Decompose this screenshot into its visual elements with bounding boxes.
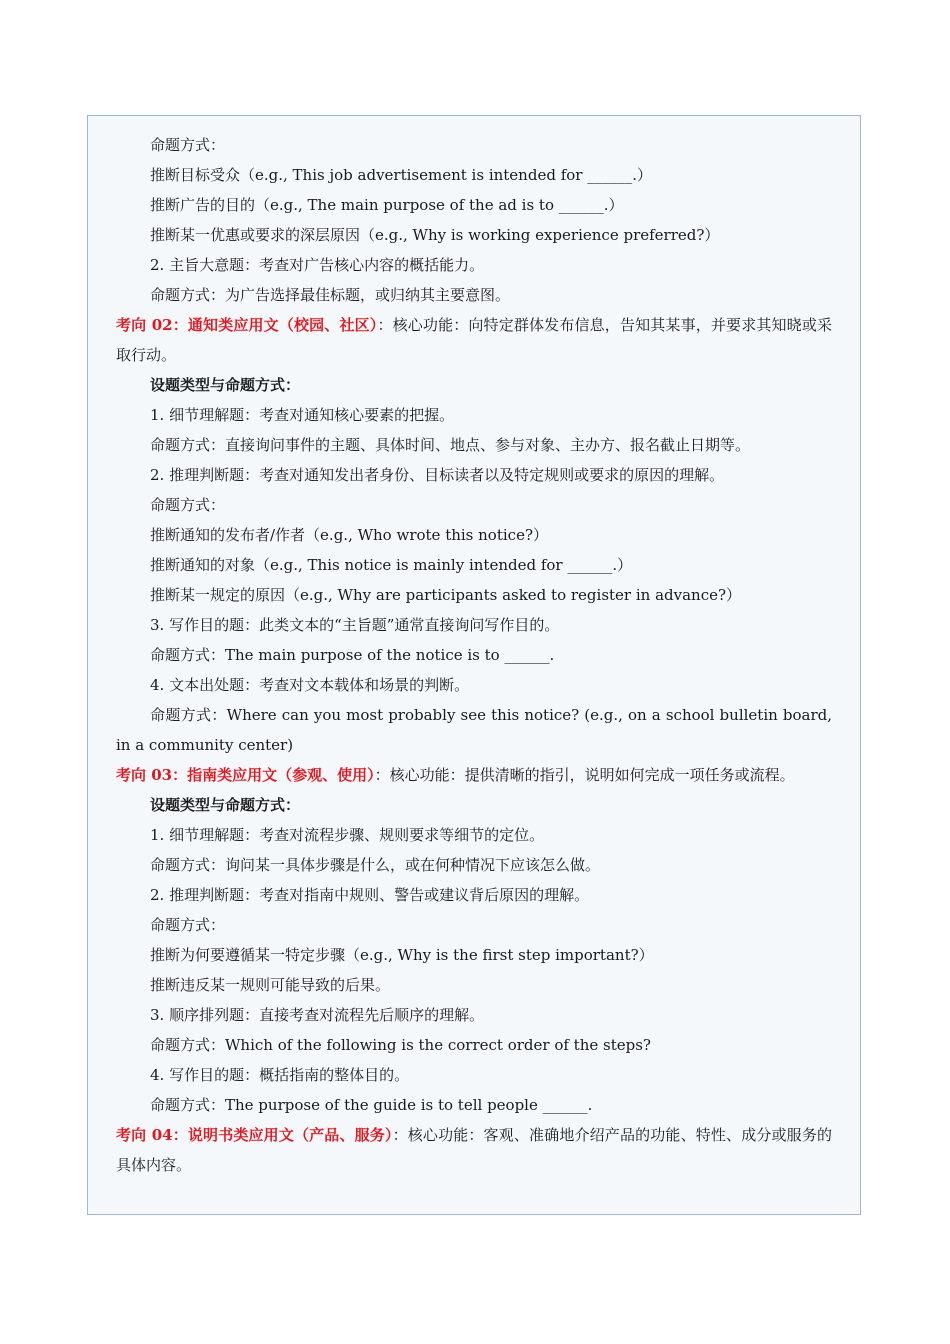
text-line: 推断某一优惠或要求的深层原因（e.g., Why is working experience preferred?）: [150, 226, 720, 244]
text-line: 推断通知的对象（e.g., This notice is mainly intended for ______.）: [150, 556, 633, 574]
section-03-subhead: 设题类型与命题方式：: [150, 796, 301, 814]
text-line: 推断广告的目的（e.g., The main purpose of the ad is to ______.）: [150, 196, 624, 214]
text-line: 命题方式：Which of the following is the correct order of the steps?: [150, 1036, 651, 1054]
text-line: 1. 细节理解题：考查对流程步骤、规则要求等细节的定位。: [150, 826, 545, 844]
text-line: 命题方式：为广告选择最佳标题，或归纳其主要意图。: [150, 286, 511, 304]
section-03-desc: ：核心功能：提供清晰的指引，说明如何完成一项任务或流程。: [374, 766, 795, 784]
text-line: 命题方式：The purpose of the guide is to tell people ______.: [150, 1096, 593, 1114]
section-02-intro: [116, 310, 832, 370]
section-02-heading: 考向 02：通知类应用文（校园、社区）: [116, 316, 378, 334]
text-line: 推断目标受众（e.g., This job advertisement is intended for ______.）: [150, 166, 652, 184]
text-line: 1. 细节理解题：考查对通知核心要素的把握。: [150, 406, 455, 424]
text-line: 2. 推理判断题：考查对通知发出者身份、目标读者以及特定规则或要求的原因的理解。: [150, 466, 725, 484]
section-02-desc: ：核心功能：向特定群体发布信息，告知其某事，并要求其知晓或采取行动。: [116, 316, 832, 364]
text-line: 3. 写作目的题：此类文本的“主旨题”通常直接询问写作目的。: [150, 616, 560, 634]
section-03-intro: [116, 760, 832, 790]
content-box: [87, 115, 861, 1215]
section-03-heading: 考向 03：指南类应用文（参观、使用）: [116, 766, 375, 784]
text-line: 命题方式：询问某一具体步骤是什么，或在何种情况下应该怎么做。: [150, 856, 601, 874]
text-paragraph: 命题方式：Where can you most probably see this notice? (e.g., on a school bulletin board, in a community center): [116, 706, 832, 754]
text-line: 命题方式：: [150, 136, 226, 154]
text-line: 2. 推理判断题：考查对指南中规则、警告或建议背后原因的理解。: [150, 886, 590, 904]
section-02-subhead: 设题类型与命题方式：: [150, 376, 301, 394]
text-line: 4. 文本出处题：考查对文本载体和场景的判断。: [150, 676, 470, 694]
text-line: 3. 顺序排列题：直接考查对流程先后顺序的理解。: [150, 1006, 485, 1024]
text-line: 推断为何要遵循某一特定步骤（e.g., Why is the first step important?）: [150, 946, 654, 964]
section-04-heading: 考向 04：说明书类应用文（产品、服务）: [116, 1126, 393, 1144]
text-line: 命题方式：The main purpose of the notice is to ______.: [150, 646, 555, 664]
text-line: 4. 写作目的题：概括指南的整体目的。: [150, 1066, 410, 1084]
text-line: 命题方式：: [150, 496, 226, 514]
text-line: 命题方式：: [150, 916, 226, 934]
section-04-intro: [116, 1120, 832, 1180]
text-line: 推断违反某一规则可能导致的后果。: [150, 976, 391, 994]
text-line: 推断某一规定的原因（e.g., Why are participants asked to register in advance?）: [150, 586, 742, 604]
section-04-desc: ：核心功能：客观、准确地介绍产品的功能、特性、成分或服务的具体内容。: [116, 1126, 832, 1174]
text-line: 2. 主旨大意题：考查对广告核心内容的概括能力。: [150, 256, 485, 274]
text-line: 推断通知的发布者/作者（e.g., Who wrote this notice?）: [150, 526, 548, 544]
text-line: 命题方式：直接询问事件的主题、具体时间、地点、参与对象、主办方、报名截止日期等。: [150, 436, 751, 454]
